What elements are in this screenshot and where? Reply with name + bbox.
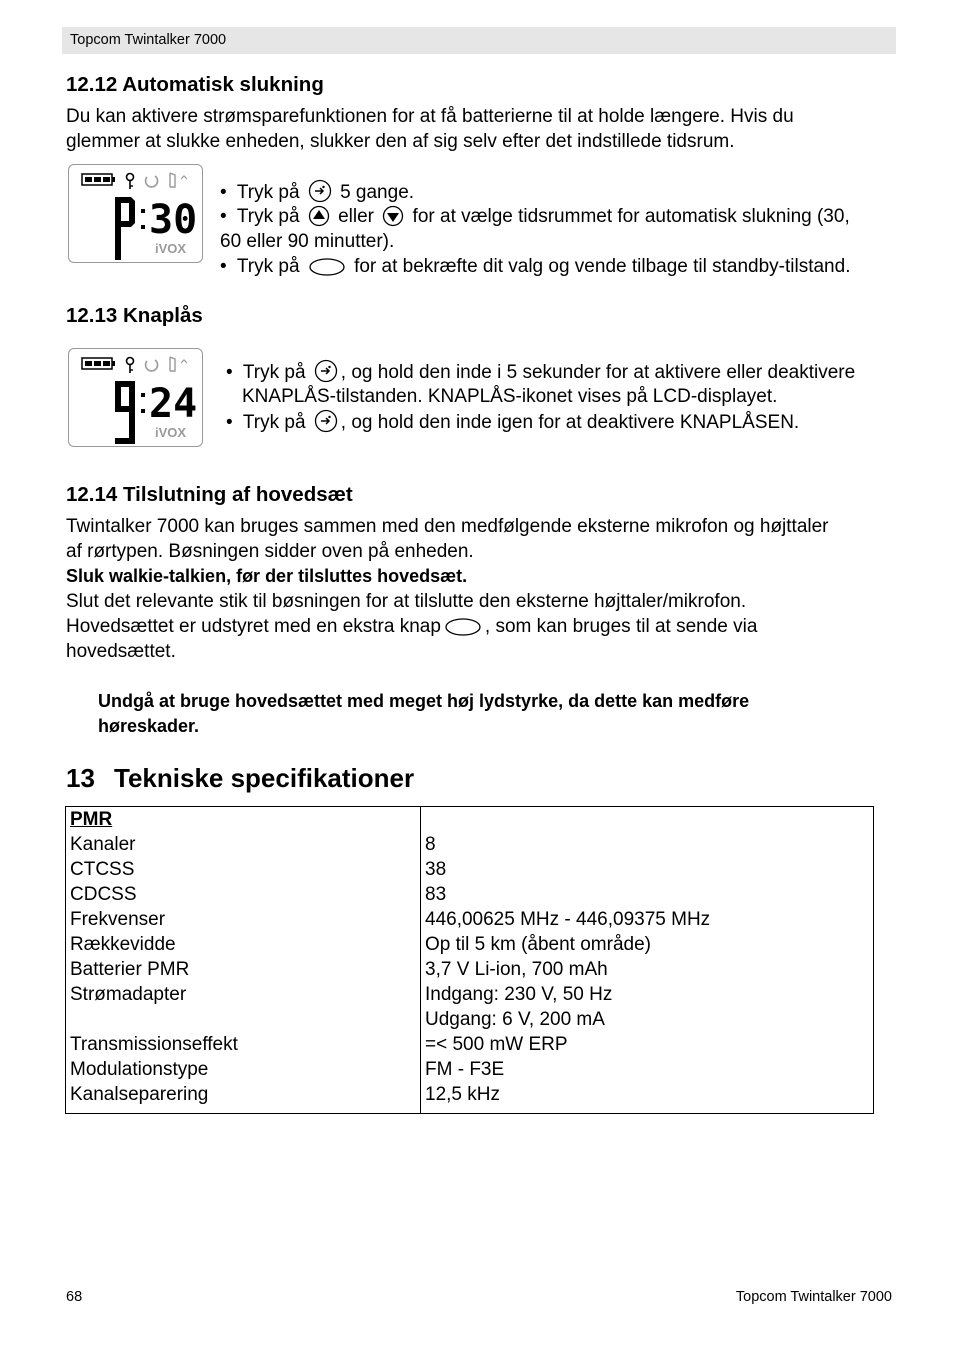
- spec-value: 446,00625 MHz - 446,09375 MHz: [421, 907, 874, 932]
- text-12-14-line-2: af rørtypen. Bøsningen sidder oven på enheden.: [66, 541, 474, 562]
- spec-label: Kanalseparering: [66, 1082, 421, 1114]
- table-row: [66, 1057, 874, 1082]
- up-button-icon: [308, 205, 330, 227]
- menu-button-icon: [308, 179, 332, 203]
- lcd-illustration: [69, 349, 202, 446]
- spec-value: Indgang: 230 V, 50 Hz: [421, 982, 874, 1007]
- spec-value: Op til 5 km (åbent område): [421, 932, 874, 957]
- bullet-1213-1-cont: KNAPLÅS-tilstanden. KNAPLÅS-ikonet vises på LCD-displayet.: [242, 386, 778, 407]
- spec-value: 38: [421, 857, 874, 882]
- heading-12-14: 12.14 Tilslutning af hovedsæt: [66, 483, 353, 506]
- spec-label: Rækkevidde: [66, 932, 421, 957]
- table-row: [66, 932, 874, 957]
- table-row: [66, 832, 874, 857]
- bullet-1212-2: • Tryk på eller for at vælge tidsrummet for automatisk slukning (30,: [220, 206, 850, 227]
- table-row: [66, 857, 874, 882]
- spec-value: =< 500 mW ERP: [421, 1032, 874, 1057]
- text-12-14-line-1: Twintalker 7000 kan bruges sammen med den medfølgende eksterne mikrofon og højttaler: [66, 516, 829, 537]
- table-cell: [421, 807, 874, 833]
- lcd-display-keylock: [68, 348, 203, 447]
- table-row: [66, 1007, 874, 1032]
- lcd-digits: 24: [149, 381, 198, 427]
- spec-value: 12,5 kHz: [421, 1082, 874, 1114]
- spec-label: Transmissionseffekt: [66, 1032, 421, 1057]
- spec-label: [66, 1007, 421, 1032]
- text-12-14-line-6: hovedsættet.: [66, 641, 176, 662]
- text-12-14-bold: Sluk walkie-talkien, før der tilsluttes hovedsæt.: [66, 566, 468, 586]
- table-row: [66, 907, 874, 932]
- bullet-1212-3: • Tryk på for at bekræfte dit valg og vende tilbage til standby-tilstand.: [220, 256, 851, 277]
- headset-ptt-button-icon: [444, 615, 482, 637]
- lcd-digits: 30: [149, 197, 198, 243]
- footer-title: Topcom Twintalker 7000: [735, 1289, 892, 1305]
- spec-value: 8: [421, 832, 874, 857]
- bullet-1212-2-cont: 60 eller 90 minutter).: [220, 231, 395, 252]
- page-number: 68: [66, 1289, 83, 1305]
- heading-12-13: 12.13 Knaplås: [66, 304, 203, 327]
- table-row: [66, 1082, 874, 1114]
- spec-label: Kanaler: [66, 832, 421, 857]
- page-header: [62, 27, 896, 54]
- text-12-14-line-5: Hovedsættet er udstyret med en ekstra knap , som kan bruges til at sende via: [66, 616, 758, 637]
- spec-value: 3,7 V Li-ion, 700 mAh: [421, 957, 874, 982]
- spec-table: [65, 806, 874, 1114]
- spec-value: Udgang: 6 V, 200 mA: [421, 1007, 874, 1032]
- section-number: 13: [66, 763, 95, 793]
- text-12-14-line-4: Slut det relevante stik til bøsningen for at tilslutte den eksterne højttaler/mikrofon.: [66, 591, 747, 612]
- spec-value: FM - F3E: [421, 1057, 874, 1082]
- spec-label: Strømadapter: [66, 982, 421, 1007]
- spec-label: Modulationstype: [66, 1057, 421, 1082]
- lcd-ivox-label: iVOX: [155, 241, 187, 256]
- spec-label: Frekvenser: [66, 907, 421, 932]
- bullet-1212-1: • Tryk på 5 gange.: [220, 179, 414, 205]
- header-title: Topcom Twintalker 7000: [70, 32, 227, 48]
- bullet-1213-2: • Tryk på , og hold den inde igen for at deaktivere KNAPLÅSEN.: [226, 409, 799, 435]
- section-title: Tekniske specifikationer: [114, 763, 415, 793]
- heading-12-12: 12.12 Automatisk slukning: [66, 73, 324, 96]
- table-row: [66, 807, 874, 833]
- menu-button-icon: [314, 359, 338, 383]
- spec-label: Batterier PMR: [66, 957, 421, 982]
- down-button-icon: [382, 205, 404, 227]
- table-cell: [66, 807, 421, 833]
- warning-line-1: Undgå at bruge hovedsættet med meget høj lydstyrke, da dette kan medføre: [98, 691, 750, 711]
- table-group-label: PMR: [70, 809, 113, 830]
- lcd-ivox-label: iVOX: [155, 425, 187, 440]
- intro-line-2: glemmer at slukke enheden, slukker den af sig selv efter det indstillede tidsrum.: [66, 131, 735, 152]
- spec-label: CDCSS: [66, 882, 421, 907]
- table-row: [66, 957, 874, 982]
- heading-13: [66, 763, 414, 794]
- table-row: [66, 1032, 874, 1057]
- intro-line-1: Du kan aktivere strømsparefunktionen for at få batterierne til at holde længere. Hvis du: [66, 106, 794, 127]
- ptt-button-icon: [308, 255, 346, 277]
- lcd-display-auto-off: [68, 164, 203, 263]
- spec-label: CTCSS: [66, 857, 421, 882]
- bullet-1213-1: • Tryk på , og hold den inde i 5 sekunder for at aktivere eller deaktivere: [226, 359, 855, 385]
- menu-button-icon: [314, 409, 338, 433]
- spec-value: 83: [421, 882, 874, 907]
- warning-line-2: høreskader.: [98, 716, 200, 736]
- table-row: [66, 882, 874, 907]
- lcd-illustration: [69, 165, 202, 262]
- table-row: [66, 982, 874, 1007]
